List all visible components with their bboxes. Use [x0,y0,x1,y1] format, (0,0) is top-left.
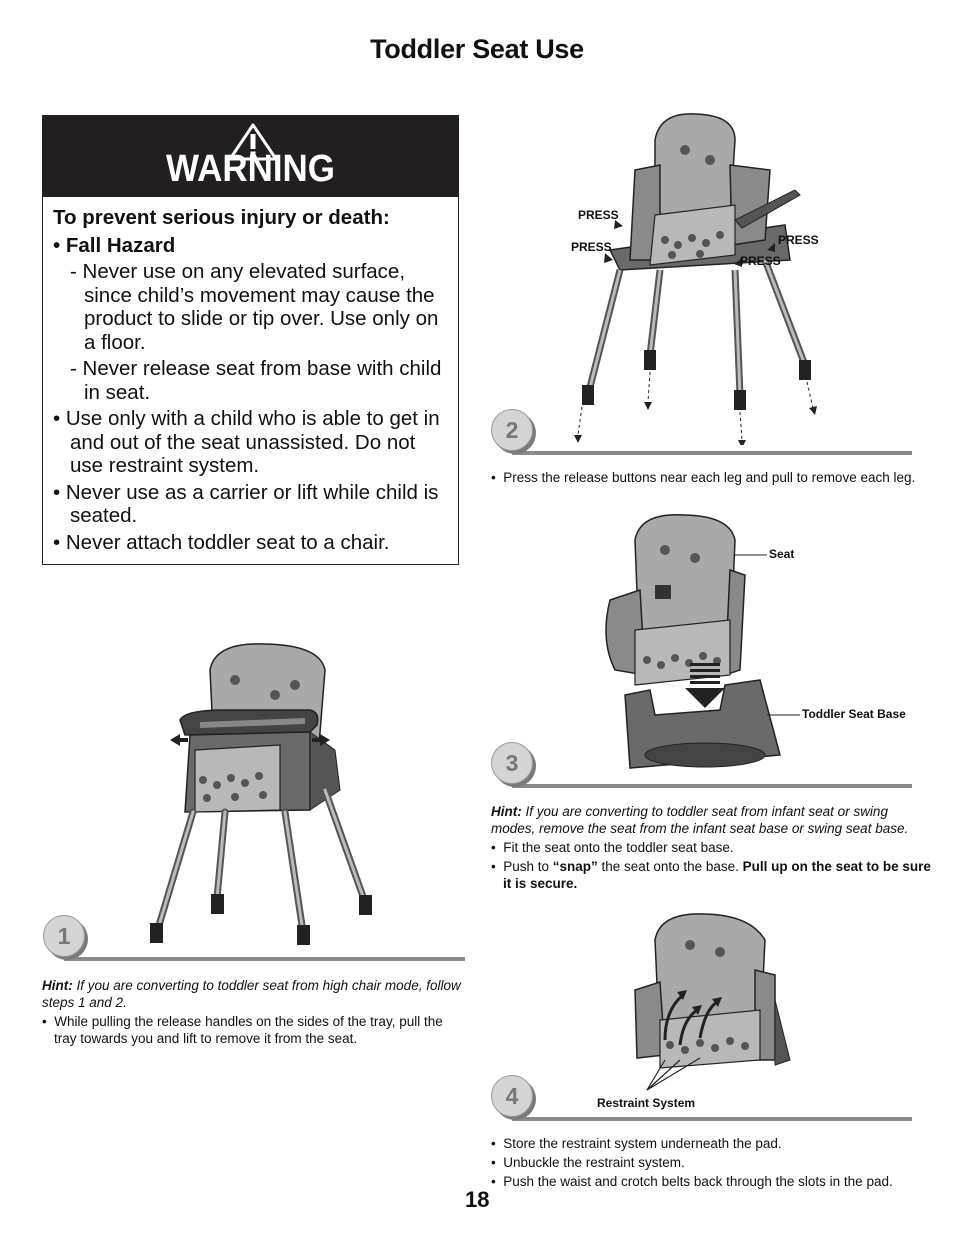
press-label: PRESS [740,254,781,268]
step4-bullet: • Push the waist and crotch belts back through the slots in the pad. [491,1174,893,1189]
warning-lead: To prevent serious injury or death: [53,206,390,229]
step1-number: 1 [43,915,85,957]
step3-hint [491,803,931,837]
press-label: PRESS [571,240,612,254]
step3-bullet: • Push to “snap” the seat onto the base. Pull up on the seat to be sure it is secure. [491,859,931,891]
hazard-title: • Fall Hazard [53,233,176,257]
step3-number: 3 [491,742,533,784]
step1-bullet: • While pulling the release handles on the sides of the tray, pull the tray towards you and lift to remove it from the seat. [42,1014,443,1046]
warning-title: WARNING [166,148,335,190]
step1-illustration [145,640,385,950]
restraint-system-label: Restraint System [597,1096,696,1110]
hint-label: Hint: [42,978,73,993]
step2-illustration [560,110,830,445]
step4-rule [512,1117,912,1121]
step1-bullet-text: While pulling the release handles on the sides of the tray, pull the tray towards you and lift to remove it from the seat. [54,1014,443,1046]
step3-rule [512,784,912,788]
hazard-item: - Never use on any elevated surface, since child’s movement may cause the product to slide or tip over. Use only on a floor. [70,260,439,354]
step1-instructions [42,977,462,1047]
step3-instructions [491,803,931,892]
hint-label: Hint: [491,804,522,819]
step4-bullet-text: Unbuckle the restraint system. [503,1155,685,1170]
page-title: Toddler Seat Use [370,34,584,64]
step4-bullet-text: Store the restraint system underneath the pad. [503,1136,782,1151]
hint-text: If you are converting to toddler seat from infant seat or swing modes, remove the seat from the infant seat base or swing seat base. [491,804,909,836]
warning-box [42,115,459,565]
warning-header [43,116,458,197]
step3-bullet-text: the seat onto the base. [597,859,743,874]
snap-text: “snap” [552,859,598,874]
step4-bullet-text: Push the waist and crotch belts back through the slots in the pad. [503,1174,893,1189]
step4-illustration [625,910,795,1095]
step2-bullet: • Press the release buttons near each leg and pull to remove each leg. [491,470,916,485]
press-label: PRESS [578,208,619,222]
step2-rule [512,451,912,455]
step4-instructions [491,1135,931,1190]
step3-bullet-text: Push to [503,859,553,874]
step1-rule [64,957,465,961]
step3-bullet-text: Fit the seat onto the toddler seat base. [503,840,734,855]
seat-label: Seat [769,547,795,561]
step2-instructions [491,469,931,486]
hint-text: If you are converting to toddler seat from high chair mode, follow steps 1 and 2. [42,978,461,1010]
step1-hint [42,977,462,1011]
step3-bold-text: Pull up on the seat to be sure it is secure. [503,859,931,891]
step3-bullet: • Fit the seat onto the toddler seat base. [491,840,734,855]
press-label: PRESS [778,233,819,247]
step4-number: 4 [491,1075,533,1117]
warning-bullet: • Never attach toddler seat to a chair. [53,530,390,554]
step2-number: 2 [491,409,533,451]
step4-bullet: • Unbuckle the restraint system. [491,1155,685,1170]
page-number: 18 [465,1187,490,1212]
warning-bullet: • Never use as a carrier or lift while child is seated. [53,480,439,527]
step4-bullet: • Store the restraint system underneath the pad. [491,1136,782,1151]
warning-body [53,206,453,557]
toddler-seat-base-label: Toddler Seat Base [802,707,906,721]
warning-bullet: • Use only with a child who is able to get in and out of the seat unassisted. Do not use restraint system. [53,407,440,477]
step2-bullet-text: Press the release buttons near each leg and pull to remove each leg. [503,470,916,485]
hazard-item: - Never release seat from base with child in seat. [70,357,442,404]
